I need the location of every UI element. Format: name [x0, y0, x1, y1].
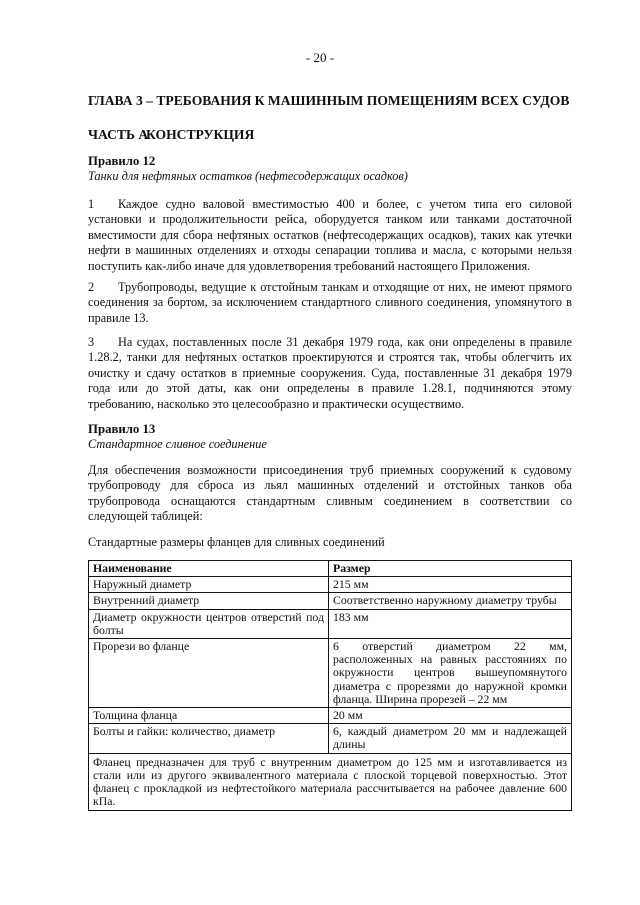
- rule-12-heading: [88, 154, 572, 185]
- flange-dimensions-table: [88, 560, 572, 811]
- rule-13-subtitle: Стандартное сливное соединение: [88, 437, 267, 452]
- row-name: Диаметр окружности центров отверстий под болты: [89, 609, 329, 638]
- table-row: [89, 724, 572, 753]
- row-name: Прорези во фланце: [89, 639, 329, 708]
- table-header-row: [89, 561, 572, 577]
- chapter-title: ГЛАВА 3 – ТРЕБОВАНИЯ К МАШИННЫМ ПОМЕЩЕНИЯМ ВСЕХ СУДОВ: [88, 93, 570, 108]
- row-size: Соответственно наружному диаметру трубы: [329, 593, 572, 609]
- part-label: ЧАСТЬ А: [88, 127, 149, 142]
- row-size: 6, каждый диаметром 20 мм и надлежащей длины: [329, 724, 572, 753]
- table-note: Фланец предназначен для труб с внутренним диаметром до 125 мм и изготавливается из стали или из другого эквивалентного материала с плоской торцевой поверхностью. Этот фланец с прокладкой из нефтестойкого материала рассчитывается на рабочее давление 600 кПа.: [89, 753, 572, 811]
- row-size: 20 мм: [329, 708, 572, 724]
- row-name: Болты и гайки: количество, диаметр: [89, 724, 329, 753]
- row-size: 6 отверстий диаметром 22 мм, расположенных на равных расстояниях по окружности центров вышеупомянутого диаметра с прорезями до наружной кромки фланца. Ширина прорезей – 22 мм: [329, 639, 572, 708]
- header-size: Размер: [329, 561, 572, 577]
- table-row: [89, 708, 572, 724]
- paragraph-text: Трубопроводы, ведущие к отстойным танкам и отходящие от них, не имеют прямого соединения за бортом, за исключением стандартного сливного соединения, упомянутого в правиле 13.: [88, 280, 572, 325]
- row-name: Внутренний диаметр: [89, 593, 329, 609]
- paragraph-number: 2: [88, 280, 95, 294]
- table-row: [89, 577, 572, 593]
- row-size: 215 мм: [329, 577, 572, 593]
- table-caption: Стандартные размеры фланцев для сливных соединений: [88, 535, 385, 549]
- row-size: 183 мм: [329, 609, 572, 638]
- row-name: Толщина фланца: [89, 708, 329, 724]
- rule-12-paragraph-1: [88, 197, 572, 274]
- rule-12-subtitle: Танки для нефтяных остатков (нефтесодержащих осадков): [88, 169, 408, 184]
- table-note-row: [89, 753, 572, 811]
- rule-13-intro: Для обеспечения возможности присоединения труб приемных сооружений к судовому трубопроводу для сброса из льял машинных отделений и отстойных танков оба трубопровода оснащаются стандартным сливным соединением в соответствии со следующей таблицей:: [88, 463, 572, 524]
- header-name: Наименование: [89, 561, 329, 577]
- paragraph-number: 1: [88, 197, 95, 211]
- row-name: Наружный диаметр: [89, 577, 329, 593]
- page-number: - 20 -: [305, 50, 335, 65]
- rule-12-paragraph-3: [88, 335, 572, 412]
- paragraph-number: 3: [88, 335, 95, 349]
- rule-12-title: Правило 12: [88, 154, 156, 168]
- part-title: КОНСТРУКЦИЯ: [146, 127, 255, 142]
- table-row: [89, 639, 572, 708]
- rule-12-paragraph-2: [88, 280, 572, 326]
- table-row: [89, 609, 572, 638]
- rule-13-heading: [88, 422, 572, 453]
- rule-13-title: Правило 13: [88, 422, 156, 436]
- part-heading: [88, 127, 254, 143]
- table-row: [89, 593, 572, 609]
- paragraph-text: Каждое судно валовой вместимостью 400 и более, с учетом типа его силовой установки и продолжительности рейса, оборудуется танком или танками достаточной вместимости для сбора нефтяных остатков (нефтесодержащих осадков), таких как утечки нефти в машинных отделениях и отходы сепарации топлива и масла, с которыми нельзя поступить как-либо иначе для удовлетворения требований настоящего Приложения.: [88, 197, 572, 273]
- paragraph-text: На судах, поставленных после 31 декабря 1979 года, как они определены в правиле 1.28.2, танки для нефтяных остатков проектируются и строятся так, чтобы облегчить их очистку и сдачу остатков в приемные сооружения. Суда, поставленные 31 декабря 1979 года или до этой даты, как они определены в правиле 1.28.1, подчиняются этому требованию, насколько это целесообразно и практически осуществимо.: [88, 335, 572, 411]
